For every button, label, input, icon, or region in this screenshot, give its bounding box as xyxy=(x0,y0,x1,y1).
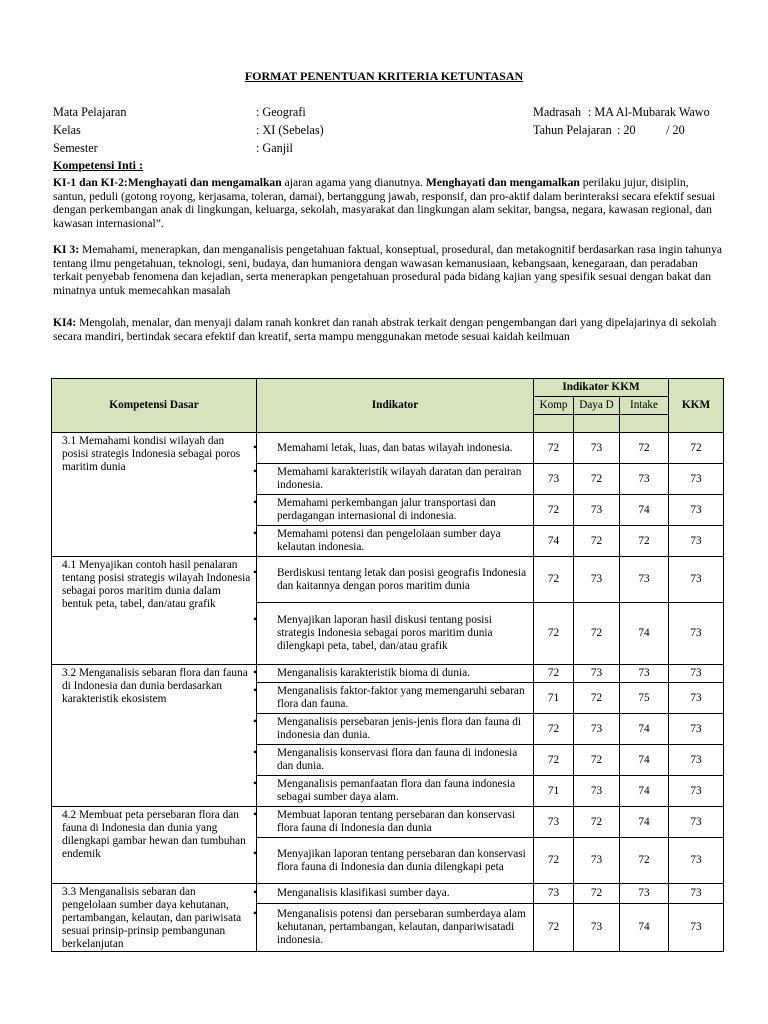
indikator-cell xyxy=(253,903,534,951)
ki3-paragraph xyxy=(53,243,723,297)
daya-d-cell: 73 xyxy=(574,903,620,951)
indikator-cell xyxy=(253,433,534,464)
indikator-text: Menganalisis faktor-faktor yang memengaruhi sebaran flora dan fauna. xyxy=(277,685,525,710)
tahun-value: : 20 / 20 xyxy=(617,123,685,137)
daya-d-cell: 73 xyxy=(574,665,620,683)
komp-cell: 72 xyxy=(534,714,574,745)
header-intake-blank xyxy=(620,415,669,433)
ki12-text-1: ajaran agama yang dianutnya. xyxy=(281,176,426,189)
kelas-value: : XI (Sebelas) xyxy=(256,123,324,137)
intake-cell: 73 xyxy=(620,884,669,904)
komp-cell: 71 xyxy=(534,683,574,714)
indikator-cell xyxy=(253,603,534,665)
daya-d-cell: 72 xyxy=(574,807,620,838)
daya-d-cell: 73 xyxy=(574,714,620,745)
header-intake: Intake xyxy=(620,397,669,415)
indikator-text: Menganalisis konservasi flora dan fauna di indonesia dan dunia. xyxy=(277,747,518,772)
madrasah-label: Madrasah xyxy=(533,105,582,119)
intake-cell: 74 xyxy=(620,807,669,838)
kkm-cell: 73 xyxy=(669,714,724,745)
komp-cell: 71 xyxy=(534,776,574,807)
intake-cell: 74 xyxy=(620,603,669,665)
bullet-icon: • xyxy=(253,716,257,728)
intake-cell: 74 xyxy=(620,903,669,951)
ki3-label: KI 3: xyxy=(53,243,80,256)
daya-d-cell: 72 xyxy=(574,884,620,904)
intake-cell: 74 xyxy=(620,714,669,745)
mapel-value: : Geografi xyxy=(256,105,306,119)
indikator-text: Menganalisis pemanfaatan flora dan fauna indonesia sebagai sumber daya alam. xyxy=(277,778,516,803)
indikator-cell xyxy=(253,745,534,776)
komp-cell: 73 xyxy=(534,884,574,904)
daya-d-cell: 72 xyxy=(574,603,620,665)
bullet-icon: • xyxy=(253,566,257,579)
indikator-text: Membuat laporan tentang persebaran dan konservasi flora fauna di Indonesia dan dunia xyxy=(277,809,516,834)
intake-cell: 72 xyxy=(620,526,669,557)
indikator-cell xyxy=(253,526,534,557)
kkm-cell: 73 xyxy=(669,903,724,951)
kkm-cell: 73 xyxy=(669,683,724,714)
bullet-icon: • xyxy=(253,667,257,679)
indikator-text: Memahami letak, luas, dan batas wilayah indonesia. xyxy=(277,441,513,454)
kelas-label: Kelas xyxy=(53,123,81,137)
table-row xyxy=(52,433,724,464)
kkm-cell: 73 xyxy=(669,495,724,526)
kkm-cell: 73 xyxy=(669,464,724,495)
bullet-icon: • xyxy=(253,747,257,759)
kompetensi-dasar-cell: 3.1 Memahami kondisi wilayah dan posisi strategis Indonesia sebagai poros maritim dunia xyxy=(52,433,257,557)
indikator-cell xyxy=(253,495,534,526)
intake-cell: 74 xyxy=(620,745,669,776)
komp-cell: 72 xyxy=(534,745,574,776)
madrasah-value: : MA Al-Mubarak Wawo xyxy=(588,105,710,119)
kompetensi-dasar-cell: 3.2 Menganalisis sebaran flora dan fauna di Indonesia dan dunia berdasarkan karakteristik ekosistem xyxy=(52,665,257,807)
document-title: FORMAT PENENTUAN KRITERIA KETUNTASAN xyxy=(244,69,524,83)
kkm-cell: 73 xyxy=(669,776,724,807)
ki4-text: Mengolah, menalar, dan menyaji dalam ranah konkret dan ranah abstrak terkait dengan pengembangan dari yang dipelajarinya di sekolah secara mandiri, bertindak secara efektif dan kreatif, serta mampu menggunakan metode sesuai kaidah keilmuan xyxy=(53,316,717,343)
ki12-paragraph xyxy=(53,176,723,230)
table-row xyxy=(52,665,724,683)
indikator-cell xyxy=(253,714,534,745)
kompetensi-inti-heading: Kompetensi Inti : xyxy=(53,158,143,172)
komp-cell: 73 xyxy=(534,807,574,838)
komp-cell: 72 xyxy=(534,903,574,951)
ki12-text-2: perilaku jujur, disiplin, santun, peduli (gotong royong, kerjasama, toleran, damai), bertanggung jawab, responsif, dan pro-aktif dalam berinteraksi secara efektif sesuai dengan perkembangan anak di lingkungan, keluarga, sekolah, masyarakat dan lingkungan alam sekitar, bangsa, negara, kawasan regional, dan kawasan internasional”. xyxy=(53,176,716,230)
indikator-text: Menyajikan laporan hasil diskusi tentang posisi strategis Indonesia sebagai poros maritim dunia dilengkapi peta, tabel, dan/atau grafik xyxy=(277,614,493,652)
indikator-text: Menganalisis persebaran jenis-jenis flora dan fauna di indonesia dan dunia. xyxy=(277,716,522,741)
indikator-text: Menyajikan laporan tentang persebaran dan konservasi flora fauna di Indonesia dan dunia dilengkapi peta xyxy=(277,847,526,873)
daya-d-cell: 73 xyxy=(574,433,620,464)
kkm-cell: 72 xyxy=(669,433,724,464)
header-kompetensi-dasar: Kompetensi Dasar xyxy=(52,379,257,433)
intake-cell: 73 xyxy=(620,557,669,603)
indikator-text: Menganalisis klasifikasi sumber daya. xyxy=(277,886,450,899)
kkm-cell: 73 xyxy=(669,807,724,838)
daya-d-cell: 72 xyxy=(574,526,620,557)
daya-d-cell: 72 xyxy=(574,683,620,714)
indikator-cell xyxy=(253,557,534,603)
intake-cell: 73 xyxy=(620,665,669,683)
bullet-icon: • xyxy=(253,778,257,790)
kompetensi-dasar-cell: 4.2 Membuat peta persebaran flora dan fauna di Indonesia dan dunia yang dilengkapi gambar hewan dan tumbuhan endemik xyxy=(52,807,257,884)
indikator-cell xyxy=(253,683,534,714)
kkm-cell: 73 xyxy=(669,665,724,683)
table-row xyxy=(52,884,724,904)
bullet-icon: • xyxy=(253,809,257,821)
indikator-text: Berdiskusi tentang letak dan posisi geografis Indonesia dan kaitannya dengan poros maritim dunia xyxy=(277,566,527,592)
bullet-icon: • xyxy=(253,847,257,860)
intake-cell: 72 xyxy=(620,433,669,464)
intake-cell: 74 xyxy=(620,495,669,526)
indikator-text: Memahami potensi dan pengelolaan sumber daya kelautan indonesia. xyxy=(277,528,501,553)
indikator-text: Memahami karakteristik wilayah daratan dan perairan indonesia. xyxy=(277,466,522,491)
komp-cell: 72 xyxy=(534,495,574,526)
intake-cell: 72 xyxy=(620,838,669,884)
indikator-cell xyxy=(253,807,534,838)
bullet-icon: • xyxy=(253,497,257,509)
indikator-cell xyxy=(253,884,534,904)
kkm-cell: 73 xyxy=(669,745,724,776)
semester-value: : Ganjil xyxy=(256,141,293,155)
kkm-cell: 73 xyxy=(669,603,724,665)
table-row xyxy=(52,807,724,838)
kkm-table xyxy=(51,378,724,952)
komp-cell: 72 xyxy=(534,838,574,884)
indikator-cell xyxy=(253,776,534,807)
ki12-bold-2: Menghayati dan mengamalkan xyxy=(425,176,580,189)
komp-cell: 74 xyxy=(534,526,574,557)
indikator-cell xyxy=(253,838,534,884)
mapel-label: Mata Pelajaran xyxy=(53,105,127,119)
header-indikator-kkm: Indikator KKM xyxy=(534,379,669,397)
ki4-paragraph xyxy=(53,316,723,343)
kkm-cell: 73 xyxy=(669,557,724,603)
kkm-cell: 73 xyxy=(669,884,724,904)
bullet-icon: • xyxy=(253,528,257,540)
tahun-label: Tahun Pelajaran xyxy=(533,123,612,137)
kkm-table-body xyxy=(52,433,724,952)
komp-cell: 72 xyxy=(534,557,574,603)
kkm-cell: 73 xyxy=(669,838,724,884)
kkm-cell: 73 xyxy=(669,526,724,557)
intake-cell: 73 xyxy=(620,464,669,495)
semester-label: Semester xyxy=(53,141,98,155)
daya-d-cell: 73 xyxy=(574,776,620,807)
bullet-icon: • xyxy=(253,614,257,626)
indikator-cell xyxy=(253,464,534,495)
komp-cell: 73 xyxy=(534,464,574,495)
daya-d-cell: 72 xyxy=(574,464,620,495)
kompetensi-dasar-cell: 4.1 Menyajikan contoh hasil penalaran tentang posisi strategis wilayah Indonesia sebagai poros maritim dunia dalam bentuk peta, tabel, dan/atau grafik xyxy=(52,557,257,665)
ki12-label: KI-1 dan KI-2:Menghayati dan mengamalkan xyxy=(53,176,282,189)
daya-d-cell: 72 xyxy=(574,745,620,776)
indikator-text: Menganalisis karakteristik bioma di dunia. xyxy=(277,667,470,679)
komp-cell: 72 xyxy=(534,665,574,683)
table-row xyxy=(52,557,724,603)
header-indikator: Indikator xyxy=(257,379,534,433)
bullet-icon: • xyxy=(253,685,257,697)
bullet-icon: • xyxy=(253,886,257,899)
daya-d-cell: 73 xyxy=(574,557,620,603)
indikator-cell xyxy=(253,665,534,683)
bullet-icon: • xyxy=(253,466,257,478)
daya-d-cell: 73 xyxy=(574,838,620,884)
bullet-icon: • xyxy=(253,907,257,920)
indikator-text: Memahami perkembangan jalur transportasi dan perdagangan internasional di indonesia. xyxy=(277,497,496,522)
header-kkm: KKM xyxy=(669,379,724,433)
komp-cell: 72 xyxy=(534,433,574,464)
ki3-text: Memahami, menerapkan, dan menganalisis pengetahuan faktual, konseptual, prosedural, dan metakognitif berdasarkan rasa ingin tahunya tentang ilmu pengetahuan, teknologi, seni, budaya, dan humaniora dengan wawasan kemanusiaan, kebangsaan, kenegaraan, dan peradaban terkait penyebab fenomena dan kejadian, serta menerapkan pengetahuan prosedural pada bidang kajian yang spesifik sesuai dengan bakat dan minatnya untuk memecahkan masalah xyxy=(53,243,723,297)
daya-d-cell: 73 xyxy=(574,495,620,526)
header-komp: Komp xyxy=(534,397,574,415)
header-daya-blank xyxy=(574,415,620,433)
ki4-label: KI4: xyxy=(53,316,77,329)
kompetensi-dasar-cell: 3.3 Menganalisis sebaran dan pengelolaan sumber daya kehutanan, pertambangan, kelautan, dan pariwisata sesuai prinsip-prinsip pembangunan berkelanjutan xyxy=(52,884,257,952)
header-daya-d: Daya D xyxy=(574,397,620,415)
intake-cell: 74 xyxy=(620,776,669,807)
header-komp-blank xyxy=(534,415,574,433)
komp-cell: 72 xyxy=(534,603,574,665)
bullet-icon: • xyxy=(253,441,257,454)
intake-cell: 75 xyxy=(620,683,669,714)
indikator-text: Menganalisis potensi dan persebaran sumberdaya alam kehutanan, pertambangan, kelautan, danpariwisatadi indonesia. xyxy=(277,907,526,946)
